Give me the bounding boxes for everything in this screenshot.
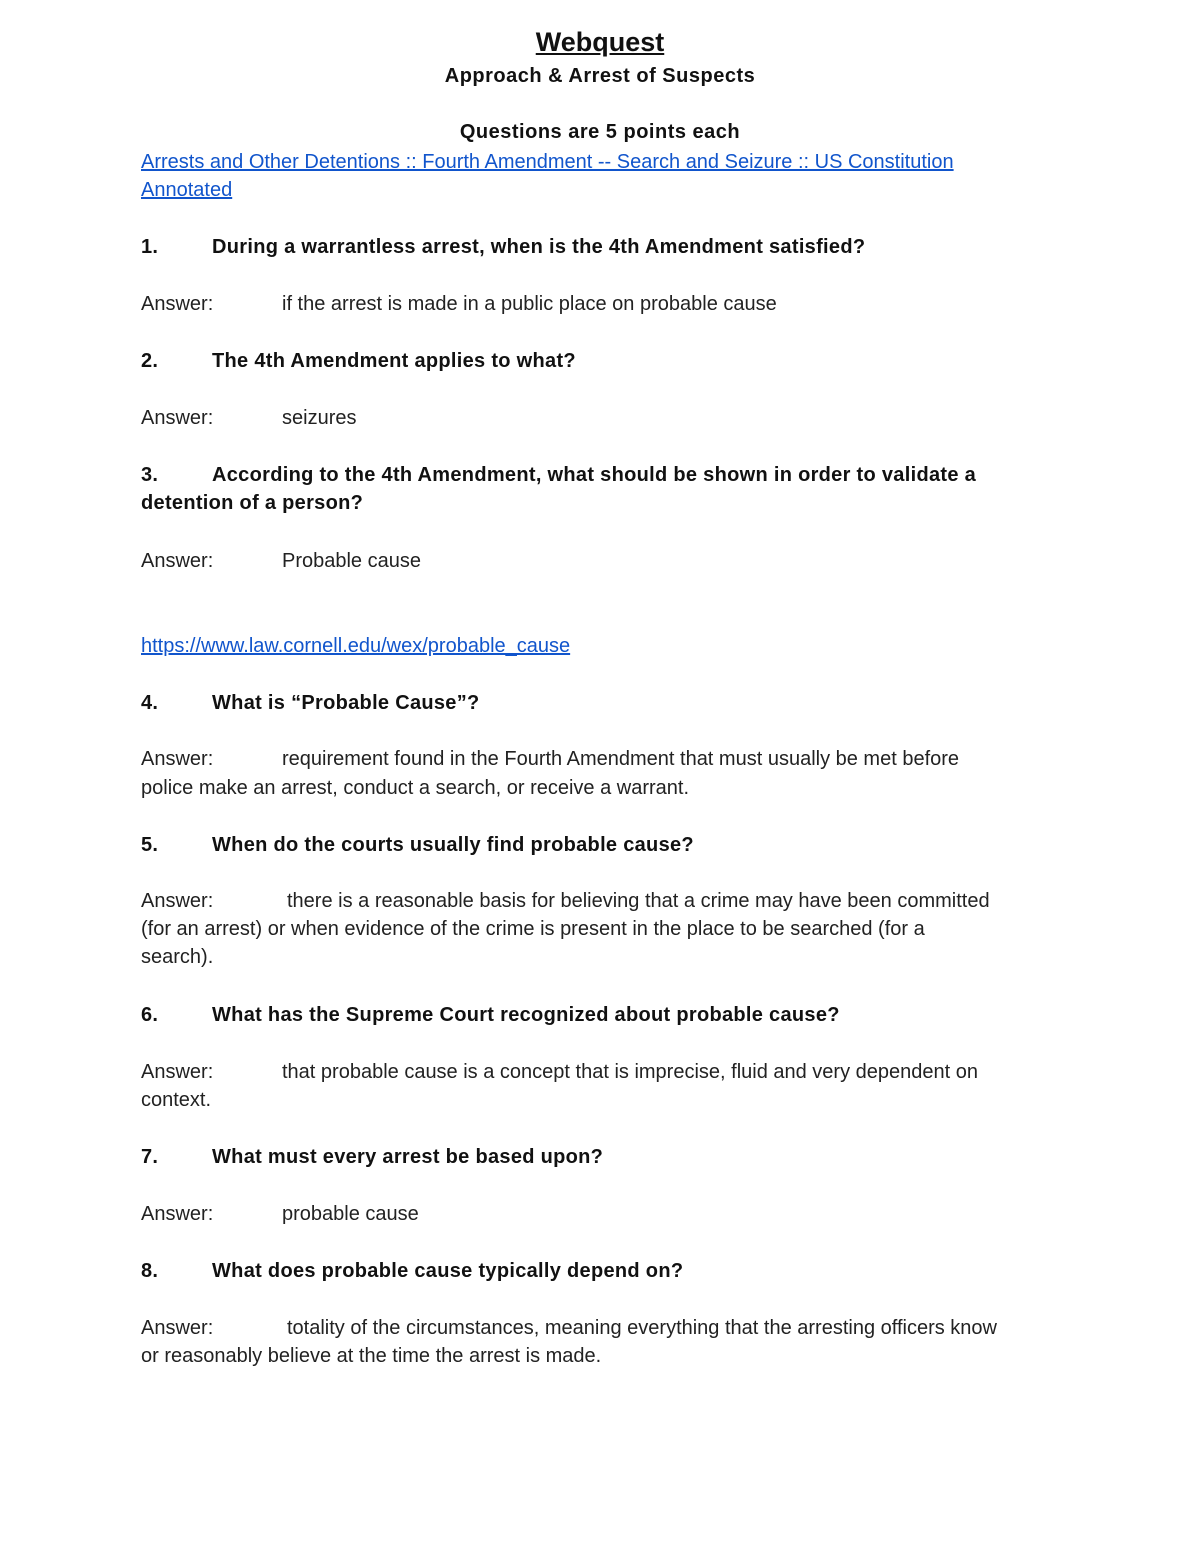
question-text: When do the courts usually find probable cause? — [212, 834, 694, 856]
answer-text-line1: totality of the circumstances, meaning everything that the arresting officers know — [287, 1317, 997, 1339]
answer-label: Answer: — [141, 748, 214, 770]
question-text: What must every arrest be based upon? — [212, 1146, 604, 1168]
cornell-link[interactable]: https://www.law.cornell.edu/wex/probable_cause — [141, 635, 571, 657]
points-note: Questions are 5 points each — [459, 121, 741, 143]
question-number: 1. — [141, 236, 159, 258]
answer-8-line2: or reasonably believe at the time the arrest is made. — [141, 1345, 602, 1367]
answer-label: Answer: — [141, 890, 214, 912]
question-number: 4. — [141, 692, 159, 714]
document-title: Webquest — [535, 27, 665, 57]
question-number: 3. — [141, 464, 159, 486]
answer-text: if the arrest is made in a public place on probable cause — [282, 293, 777, 315]
answer-label: Answer: — [141, 293, 214, 315]
document-subtitle: Approach & Arrest of Suspects — [444, 65, 756, 87]
answer-text: seizures — [282, 407, 357, 429]
answer-text-line1: requirement found in the Fourth Amendment that must usually be met before — [282, 748, 960, 770]
question-text: What has the Supreme Court recognized about probable cause? — [212, 1004, 840, 1026]
answer-label: Answer: — [141, 407, 214, 429]
answer-label: Answer: — [141, 1317, 214, 1339]
answer-text: Probable cause — [282, 550, 421, 572]
question-3-line2: detention of a person? — [141, 492, 364, 514]
question-number: 5. — [141, 834, 159, 856]
answer-text-line1: there is a reasonable basis for believing that a crime may have been committed — [287, 890, 990, 912]
question-text-line1: According to the 4th Amendment, what should be shown in order to validate a — [212, 464, 977, 486]
answer-label: Answer: — [141, 550, 214, 572]
question-number: 6. — [141, 1004, 159, 1026]
question-number: 7. — [141, 1146, 159, 1168]
question-text: During a warrantless arrest, when is the 4th Amendment satisfied? — [212, 236, 866, 258]
question-number: 8. — [141, 1260, 159, 1282]
answer-5-line2: (for an arrest) or when evidence of the crime is present in the place to be searched (for a — [141, 918, 925, 940]
question-number: 2. — [141, 350, 159, 372]
source-link-line1[interactable]: Arrests and Other Detentions :: Fourth Amendment -- Search and Seizure :: US Constitution — [141, 151, 954, 173]
source-link-line2[interactable]: Annotated — [141, 179, 233, 201]
answer-4-line2: police make an arrest, conduct a search, or receive a warrant. — [141, 777, 690, 799]
question-text: The 4th Amendment applies to what? — [212, 350, 576, 372]
answer-5-line3: search). — [141, 946, 214, 968]
answer-6-line2: context. — [141, 1089, 212, 1111]
answer-label: Answer: — [141, 1203, 214, 1225]
answer-label: Answer: — [141, 1061, 214, 1083]
question-text: What does probable cause typically depend on? — [212, 1260, 684, 1282]
answer-text-line1: that probable cause is a concept that is imprecise, fluid and very dependent on — [282, 1061, 978, 1083]
question-text: What is “Probable Cause”? — [212, 692, 480, 714]
answer-text: probable cause — [282, 1203, 419, 1225]
